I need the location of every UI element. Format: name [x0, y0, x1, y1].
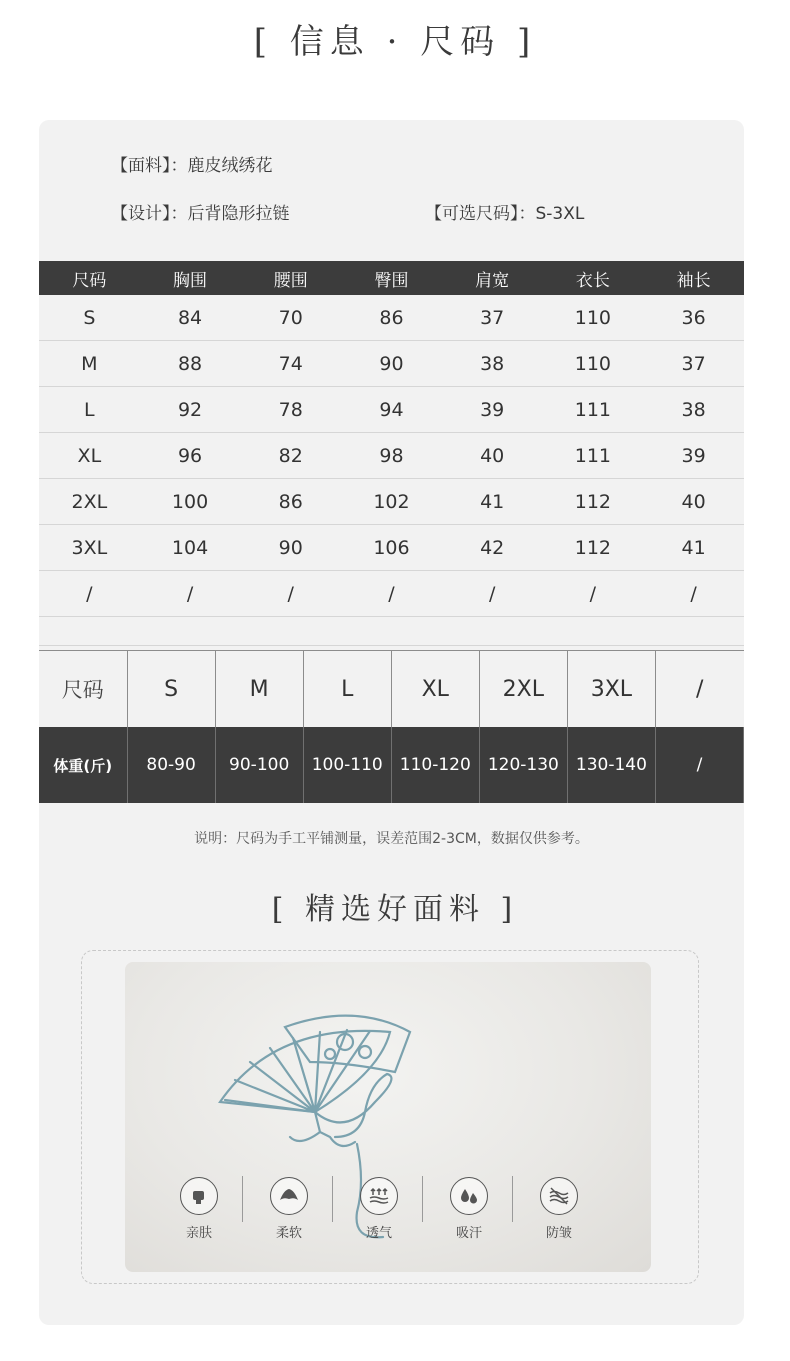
size-table-row: [39, 295, 744, 341]
size-table-cell: 106: [341, 525, 442, 571]
size-table-cell: /: [643, 571, 744, 617]
weight-table-size-row: [39, 651, 744, 728]
feature-breathable: [349, 1177, 409, 1241]
size-table-cell: /: [341, 571, 442, 617]
weight-table-weight-row: [39, 727, 744, 803]
header-waist: 腰围: [240, 261, 341, 295]
fabric-info: 【面料】：鹿皮绒绣花: [111, 156, 273, 176]
page-title: [ 信息 · 尺码 ]: [253, 22, 537, 62]
droplets-icon: [450, 1177, 488, 1215]
feature-label: 亲肤: [185, 1226, 212, 1241]
size-table-cell: 92: [140, 387, 241, 433]
size-table-cell: 39: [643, 433, 744, 479]
feature-sweat-absorbing: [439, 1177, 499, 1241]
header-length: 衣长: [543, 261, 644, 295]
size-table-cell: 88: [140, 341, 241, 387]
size-table-empty-cell: [140, 617, 241, 646]
size-table-cell: 82: [240, 433, 341, 479]
size-table-cell: /: [140, 571, 241, 617]
feather-icon: [270, 1177, 308, 1215]
weight-value-cell: 130-140: [567, 727, 655, 803]
weight-size-cell: L: [303, 651, 391, 728]
size-table-cell: 2XL: [39, 479, 140, 525]
header-sleeve: 袖长: [643, 261, 744, 295]
size-table-cell: 110: [543, 341, 644, 387]
no-wrinkle-icon: [540, 1177, 578, 1215]
airflow-icon: [360, 1177, 398, 1215]
feature-label: 防皱: [545, 1226, 572, 1241]
size-table-cell: 41: [442, 479, 543, 525]
size-table-cell: 102: [341, 479, 442, 525]
design-info: 【设计】：后背隐形拉链: [111, 204, 290, 224]
size-table-row: [39, 433, 744, 479]
size-table-cell: 110: [543, 295, 644, 341]
size-table-empty-cell: [543, 617, 644, 646]
size-table-cell: M: [39, 341, 140, 387]
size-table-row: [39, 387, 744, 433]
size-table-cell: 86: [341, 295, 442, 341]
size-table-cell: 38: [442, 341, 543, 387]
weight-size-label: 尺码: [39, 651, 127, 728]
size-table-empty-cell: [643, 617, 744, 646]
feature-divider: [242, 1176, 243, 1222]
size-table-cell: 78: [240, 387, 341, 433]
size-table-body: [39, 295, 744, 646]
size-table-cell: 111: [543, 433, 644, 479]
fabric-photo: [125, 962, 651, 1272]
size-table-cell: /: [39, 571, 140, 617]
feature-label: 透气: [365, 1226, 392, 1241]
size-table-cell: 112: [543, 479, 644, 525]
measurement-note: 说明：尺码为手工平铺测量，误差范围2-3CM，数据仅供参考。: [194, 831, 589, 847]
size-table-cell: 96: [140, 433, 241, 479]
size-table-cell: 37: [442, 295, 543, 341]
header-bust: 胸围: [140, 261, 241, 295]
size-table-cell: 42: [442, 525, 543, 571]
weight-label: 体重(斤): [39, 727, 127, 803]
weight-value-cell: 90-100: [215, 727, 303, 803]
size-table-cell: 111: [543, 387, 644, 433]
size-info-card: [39, 120, 744, 1325]
size-table-cell: 112: [543, 525, 644, 571]
size-table-header: [39, 261, 744, 295]
size-table-cell: 84: [140, 295, 241, 341]
size-table-cell: 100: [140, 479, 241, 525]
size-table-row: [39, 479, 744, 525]
weight-value-cell: /: [655, 727, 743, 803]
size-table-cell: 40: [643, 479, 744, 525]
size-table-cell: /: [240, 571, 341, 617]
size-table-cell: /: [442, 571, 543, 617]
size-table-cell: XL: [39, 433, 140, 479]
size-table-cell: 90: [341, 341, 442, 387]
header-shoulder: 肩宽: [442, 261, 543, 295]
size-table-cell: 41: [643, 525, 744, 571]
feature-divider: [332, 1176, 333, 1222]
size-table-cell: /: [543, 571, 644, 617]
size-table: [39, 261, 744, 646]
size-table-cell: 37: [643, 341, 744, 387]
size-table-cell: L: [39, 387, 140, 433]
header-size: 尺码: [39, 261, 140, 295]
size-table-cell: 39: [442, 387, 543, 433]
fabric-section-title: [ 精选好面料 ]: [271, 892, 519, 927]
size-table-cell: 94: [341, 387, 442, 433]
size-table-cell: 38: [643, 387, 744, 433]
feature-soft: [259, 1177, 319, 1241]
size-table-empty-cell: [240, 617, 341, 646]
feature-wrinkle-resistant: [529, 1177, 589, 1241]
weight-value-cell: 120-130: [479, 727, 567, 803]
size-table-cell: 98: [341, 433, 442, 479]
feature-label: 吸汗: [455, 1226, 482, 1241]
size-table-row: [39, 525, 744, 571]
size-table-cell: 90: [240, 525, 341, 571]
weight-value-cell: 100-110: [303, 727, 391, 803]
weight-size-cell: M: [215, 651, 303, 728]
feature-label: 柔软: [275, 1226, 302, 1241]
feature-divider: [422, 1176, 423, 1222]
weight-size-cell: XL: [391, 651, 479, 728]
weight-value-cell: 80-90: [127, 727, 215, 803]
size-table-cell: 3XL: [39, 525, 140, 571]
size-table-empty-row: [39, 617, 744, 646]
size-table-cell: S: [39, 295, 140, 341]
size-table-empty-cell: [341, 617, 442, 646]
size-table-row: [39, 571, 744, 617]
feature-skin-friendly: [169, 1177, 229, 1241]
fabric-showcase: [81, 950, 699, 1284]
weight-size-cell: 2XL: [479, 651, 567, 728]
size-table-cell: 36: [643, 295, 744, 341]
weight-size-cell: 3XL: [567, 651, 655, 728]
size-table-cell: 74: [240, 341, 341, 387]
weight-size-cell: /: [655, 651, 743, 728]
size-table-cell: 86: [240, 479, 341, 525]
weight-table: [39, 650, 744, 803]
size-table-empty-cell: [39, 617, 140, 646]
size-table-row: [39, 341, 744, 387]
size-table-empty-cell: [442, 617, 543, 646]
header-hip: 臀围: [341, 261, 442, 295]
size-table-cell: 40: [442, 433, 543, 479]
size-table-cell: 104: [140, 525, 241, 571]
feature-divider: [512, 1176, 513, 1222]
size-table-cell: 70: [240, 295, 341, 341]
weight-value-cell: 110-120: [391, 727, 479, 803]
weight-size-cell: S: [127, 651, 215, 728]
available-sizes-info: 【可选尺码】：S-3XL: [425, 204, 585, 224]
fist-icon: [180, 1177, 218, 1215]
